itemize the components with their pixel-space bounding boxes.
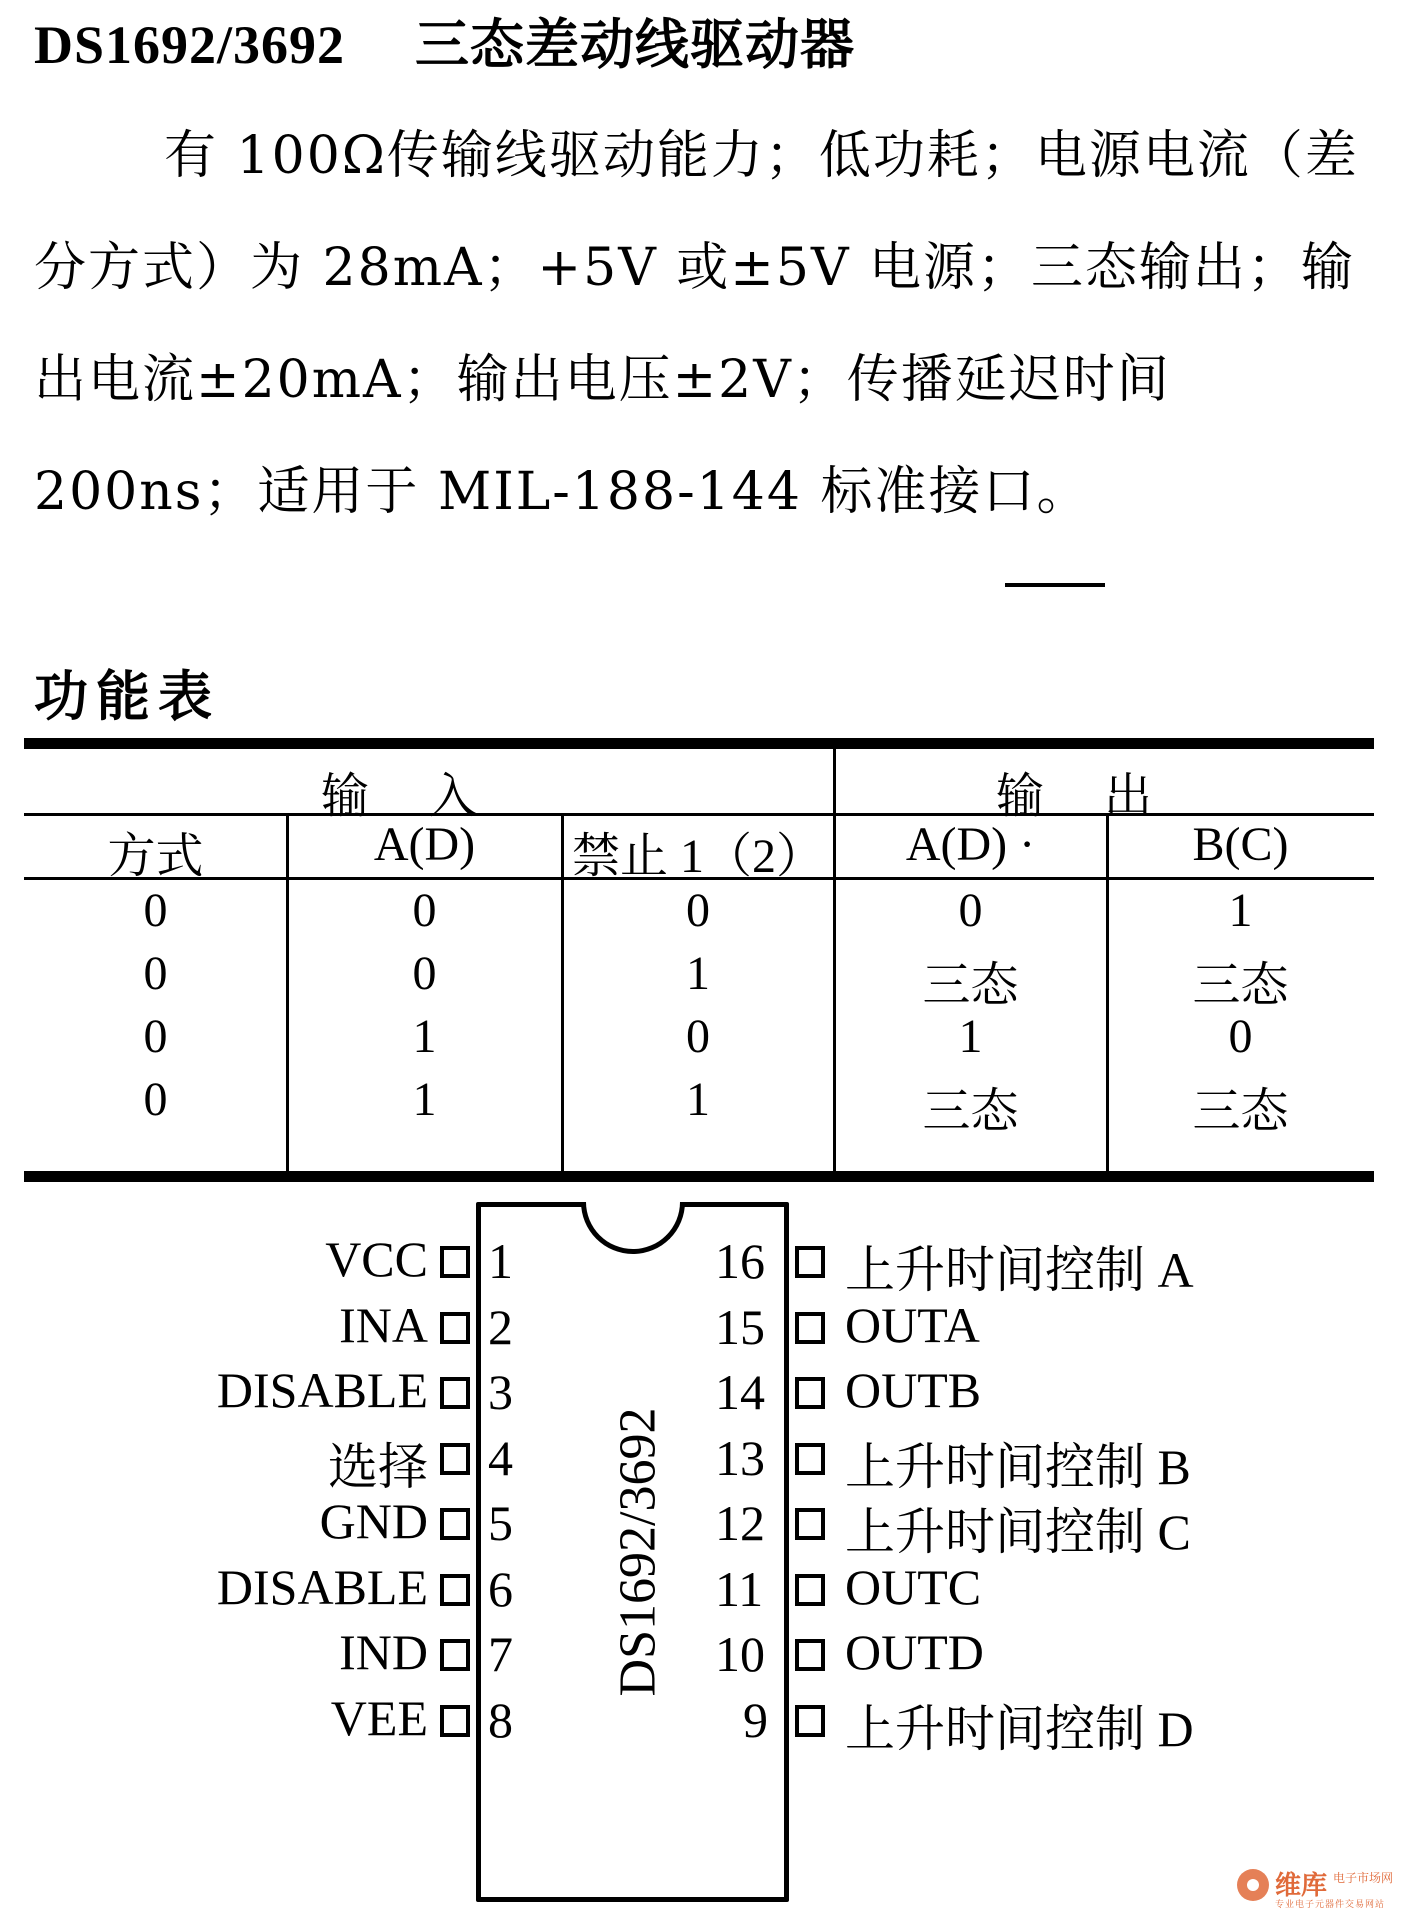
watermark-logo — [1235, 1863, 1415, 1913]
pin-name: VEE — [330, 1689, 428, 1746]
intro-paragraph: 有 100Ω传输线驱动能力；低功耗；电源电流（差分方式）为 28mA；+5V 或±5V 电源；三态输出；输出电流±20mA；输出电压±2V；传播延迟时间 200ns；适用于 MIL-188-144 标准接口。 — [34, 126, 1359, 522]
table-cell: 三态 — [1192, 1085, 1289, 1138]
pin-number: 12 — [715, 1495, 765, 1551]
function-table-title: 功能表 — [34, 664, 220, 728]
pin-name: 上升时间控制 C — [845, 1504, 1191, 1560]
pin-number: 11 — [715, 1560, 764, 1617]
chip-label: DS1692/3692 — [609, 1407, 667, 1697]
document-title — [34, 2, 855, 79]
pin-pad — [795, 1377, 825, 1409]
table-cell: 0 — [143, 1010, 168, 1063]
table-cell: 三态 — [1192, 959, 1289, 1012]
pin-name: VCC — [325, 1231, 428, 1287]
column-header: 禁止 1（2） — [571, 830, 824, 883]
table-cell: 0 — [143, 884, 168, 937]
pin-name: OUTD — [845, 1624, 984, 1680]
table-cell: 0 — [143, 1073, 168, 1126]
flower-logo-icon — [1235, 1867, 1271, 1903]
pin-name: GND — [319, 1493, 428, 1549]
watermark-tag: 电子市场网 — [1333, 1871, 1394, 1885]
pin-number: 6 — [488, 1560, 513, 1617]
pin-pad — [795, 1246, 825, 1278]
pin-number: 13 — [715, 1429, 765, 1486]
pin-number: 3 — [488, 1364, 513, 1420]
table-cell: 三态 — [922, 959, 1019, 1012]
table-cell: 0 — [1228, 1010, 1253, 1063]
decorative-dash — [1005, 583, 1105, 587]
part-number: DS1692/3692 — [34, 15, 346, 75]
group-header-input: 输入 — [320, 770, 537, 823]
pin-pad — [795, 1705, 825, 1737]
column-header: A(D) — [373, 818, 476, 871]
pin-number: 9 — [743, 1691, 768, 1748]
table-cell: 1 — [958, 1010, 983, 1063]
pin-number: 7 — [488, 1626, 513, 1682]
table-cell: 0 — [412, 884, 437, 937]
pin-number: 10 — [715, 1626, 765, 1682]
pin-pad — [795, 1312, 825, 1344]
pin-name: INA — [339, 1296, 428, 1353]
table-cell: 1 — [412, 1010, 437, 1063]
pin-name: OUTC — [845, 1558, 982, 1615]
pin-pad — [440, 1443, 470, 1475]
pin-number: 2 — [488, 1298, 513, 1355]
watermark-brand: 维库 — [1275, 1871, 1328, 1901]
pin-name: 上升时间控制 A — [845, 1242, 1194, 1298]
table-cell: 1 — [686, 947, 710, 1000]
table-cell: 0 — [686, 884, 710, 937]
pin-name: 上升时间控制 D — [845, 1700, 1194, 1757]
table-cell: 三态 — [922, 1085, 1019, 1138]
column-header: A(D) · — [905, 818, 1036, 871]
pin-pad — [440, 1312, 470, 1344]
pin-pad — [440, 1574, 470, 1606]
pin-pad — [440, 1246, 470, 1278]
table-cell: 0 — [412, 947, 437, 1000]
pin-number: 8 — [488, 1691, 513, 1748]
table-cell: 1 — [412, 1073, 437, 1126]
pin-pad — [795, 1508, 825, 1540]
pin-pad — [795, 1443, 825, 1475]
pin-number: 14 — [715, 1364, 765, 1420]
table-cell: 0 — [143, 947, 168, 1000]
pin-name: OUTA — [845, 1296, 980, 1353]
table-cell: 1 — [1228, 884, 1253, 937]
pin-number: 15 — [715, 1298, 765, 1355]
pin-pad — [795, 1574, 825, 1606]
pin-name: DISABLE — [216, 1558, 428, 1615]
pin-name: 上升时间控制 B — [845, 1438, 1191, 1495]
pin-name: OUTB — [845, 1362, 982, 1418]
pin-pad — [795, 1639, 825, 1671]
watermark-foot: 专业电子元器件交易网站 — [1275, 1900, 1386, 1910]
group-header-output: 输出 — [995, 770, 1212, 823]
table-cell: 0 — [686, 1010, 710, 1063]
pin-number: 1 — [488, 1233, 513, 1289]
pin-number: 5 — [488, 1495, 513, 1551]
column-header: B(C) — [1192, 818, 1289, 871]
part-description: 三态差动线驱动器 — [415, 12, 856, 76]
pin-number: 4 — [488, 1429, 513, 1486]
pin-name: 选择 — [328, 1438, 428, 1495]
pin-pad — [440, 1639, 470, 1671]
pin-pad — [440, 1705, 470, 1737]
pin-name: IND — [339, 1624, 428, 1680]
pin-pad — [440, 1508, 470, 1540]
pin-name: DISABLE — [216, 1362, 428, 1418]
function-table — [24, 738, 1374, 1182]
table-cell: 0 — [958, 884, 983, 937]
pin-number: 16 — [715, 1233, 765, 1289]
table-cell: 1 — [686, 1073, 710, 1126]
column-header: 方式 — [107, 830, 204, 883]
pin-pad — [440, 1377, 470, 1409]
pin1-notch — [581, 1202, 685, 1254]
